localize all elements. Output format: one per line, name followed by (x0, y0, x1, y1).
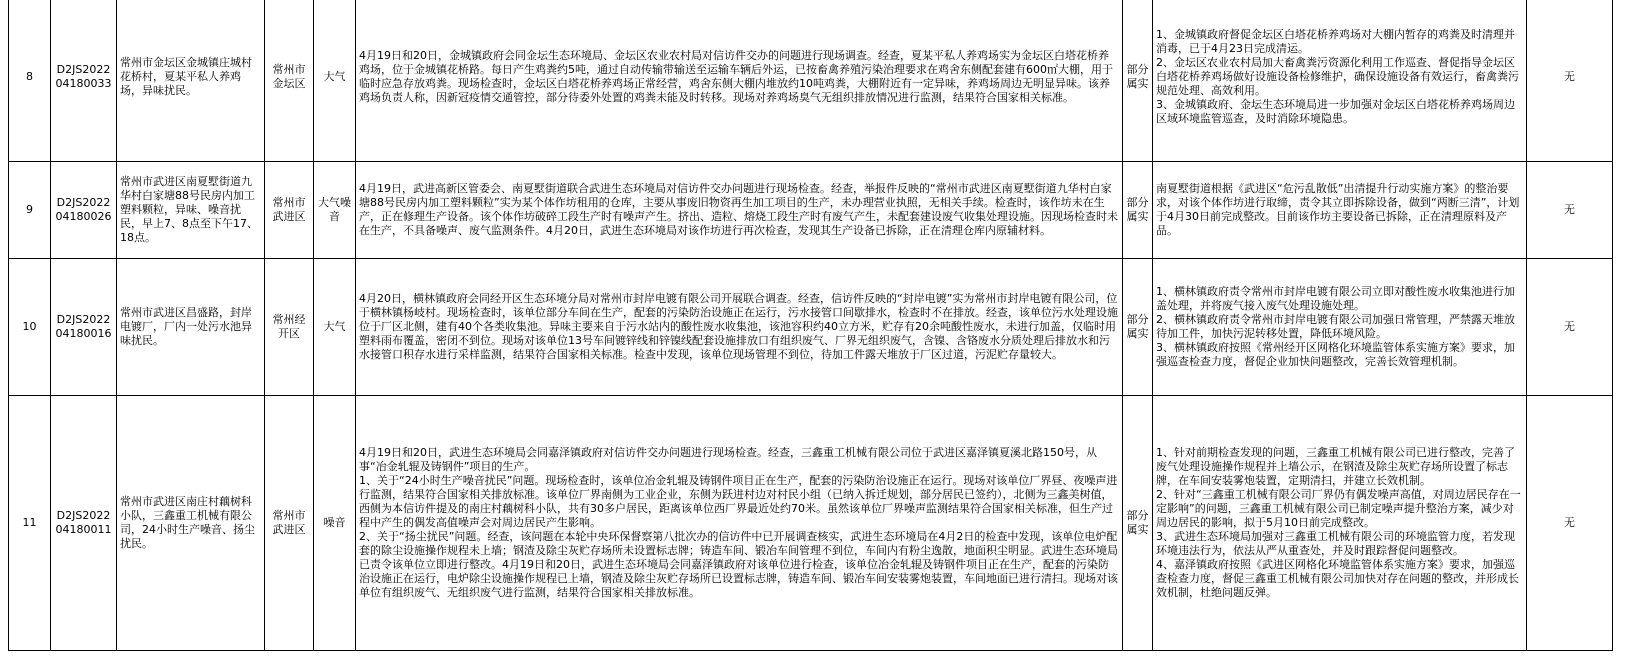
verification-status: 部分属实 (1123, 396, 1153, 651)
rectification-measures (1153, 396, 1527, 651)
complaint-location: 常州市武进区南夏墅街道九华村白家塘88号民房内加工塑料颗粒，异味、噪音扰民，早上7、8点至下午17、18点。 (117, 162, 265, 259)
table-row (9, 259, 1613, 396)
rectification-item: 4、嘉泽镇政府按照《武进区网格化环境监管体系实施方案》要求，加强巡查检查力度，督促三鑫重工机械有限公司加快对存在问题的整改，并形成长效机制，杜绝问题反弹。 (1156, 558, 1519, 599)
table-row (9, 0, 1613, 162)
rectification-measures (1153, 259, 1527, 396)
table-row (9, 162, 1613, 259)
rectification-item: 3、金城镇政府、金坛生态环境局进一步加强对金坛区白塔花桥养鸡场周边区域环境监管巡查，及时消除环境隐患。 (1156, 98, 1515, 125)
case-code: D2JS202204180026 (51, 162, 117, 259)
findings-paragraph: 4月19日和20日，武进生态环境局会同嘉泽镇政府对信访件交办问题进行现场检查。经查，三鑫重工机械有限公司位于武进区嘉泽镇夏溪北路150号，从事“冶金轧辊及铸钢件”项目的生产。 (359, 446, 1097, 473)
rectification-measures (1153, 162, 1527, 259)
table-row (9, 396, 1613, 651)
verification-status: 部分属实 (1123, 0, 1153, 162)
investigation-findings (356, 396, 1123, 651)
investigation-findings: 4月20日，横林镇政府会同经开区生态环境分局对常州市封岸电镀有限公司开展联合调查。经查，信访件反映的“封岸电镀”实为常州市封岸电镀有限公司，位于横林镇杨岐村。现场检查时，该单位部分车间在生产，配套的污染防治设施正在运行，污水接管口间歇排水，检查时不在排放。经查，该单位污水处理设施位于厂区北侧，建有40个各类收集池。异味主要来自于污水站内的酸性废水收集池，该池容积约40立方米，贮存有20余吨酸性废水，未进行加盖，仅临时用塑料雨布覆盖，密闭不到位。现场对该单位13号车间镀锌线和锌镍线配套设施排放口有组织废气、厂界无组织废气，含镍、含铬废水分质处理后排放水和污水接管口积存水进行采样监测，结果符合国家相关标准。检查中发现，该单位现场管理不到位，待加工件露天堆放于厂区过道，污泥贮存量较大。 (356, 259, 1123, 396)
rectification-item: 3、横林镇政府按照《常州经开区网格化环境监管体系实施方案》要求，加强巡查检查力度，督促企业加快问题整改，完善长效管理机制。 (1156, 341, 1515, 368)
verification-status: 部分属实 (1123, 162, 1153, 259)
pollution-type: 大气噪音 (314, 162, 356, 259)
accountability: 无 (1527, 396, 1613, 651)
rectification-measures (1153, 0, 1527, 162)
district: 常州市武进区 (265, 396, 314, 651)
findings-paragraph: 2、关于“扬尘扰民”问题。经查，该问题在本轮中央环保督察第八批次办的信访件中已开展调查核实，武进生态环境局在4月2日的检查中发现，该单位电炉配套的除尘设施操作规程未上墙；钢渣及除尘灰贮存场所未设置标志牌；铸造车间、锻冶车间管理不到位，车间内有粉尘逸散，地面积尘明显。武进生态环境局已责令该单位立即进行整改。4月19日和20日，武进生态环境局会同嘉泽镇政府对该单位进行检查，该单位冶金轧辊及铸钢件项目正在生产，配套的污染防治设施正在运行，电炉除尘设施操作规程已上墙，钢渣及除尘灰贮存场所已设置标志牌，铸造车间、锻冶车间安装雾炮装置，车间地面已进行清扫。现场对该单位有组织废气、无组织废气进行监测，结果符合国家相关排放标准。 (359, 530, 1118, 599)
row-number: 11 (9, 396, 51, 651)
rectification-item: 2、横林镇政府责令常州市封岸电镀有限公司加强日常管理，严禁露天堆放待加工件，加快污泥转移处置，降低环境风险。 (1156, 313, 1515, 340)
accountability: 无 (1527, 0, 1613, 162)
accountability: 无 (1527, 162, 1613, 259)
rectification-item: 1、针对前期检查发现的问题，三鑫重工机械有限公司已进行整改，完善了废气处理设施操作规程并上墙公示，在钢渣及除尘灰贮存场所设置了标志牌，在车间安装雾炮装置，定期清扫，并建立长效机制。 (1156, 446, 1515, 487)
investigation-findings: 4月19日和20日，金城镇政府会同金坛生态环境局、金坛区农业农村局对信访件交办的问题进行现场调查。经查，夏某平私人养鸡场实为金坛区白塔花桥养鸡场，位于金城镇花桥路。每日产生鸡粪约5吨，通过自动传输带输送至运输车辆后外运，已按畜禽养殖污染治理要求在鸡舍东侧配套建有600㎡大棚，用于临时应急存放鸡粪。现场检查时，金坛区白塔花桥养鸡场正常经营，鸡舍东侧大棚内堆放约10吨鸡粪，大棚附近有一定异味，养鸡场周边无明显异味。该养鸡场负责人称，因新冠疫情交通管控，部分待委外处置的鸡粪未能及时转移。现场对养鸡场臭气无组织排放情况进行监测，结果符合国家相关标准。 (356, 0, 1123, 162)
district: 常州经开区 (265, 259, 314, 396)
investigation-findings: 4月19日，武进高新区管委会、南夏墅街道联合武进生态环境局对信访件交办问题进行现场检查。经查，举报件反映的“常州市武进区南夏墅街道九华村白家塘88号民房内加工塑料颗粒”实为某个体作坊租用的仓库，主要从事废旧物资再生加工项目的生产，未办理营业执照，无相关手续。检查时，该作坊未在生产，正在修理生产设备。该个体作坊破碎工段生产时有噪声产生。挤出、造粒、熔烧工段生产时有废气产生，未配套建设废气收集处理设施。因现场检查时未在生产，不具备噪声、废气监测条件。4月20日，武进生态环境局对该作坊进行再次检查，发现其生产设备已拆除，正在清理仓库内原辅材料。 (356, 162, 1123, 259)
row-number: 9 (9, 162, 51, 259)
rectification-item: 南夏墅街道根据《武进区“危污乱散低”出清提升行动实施方案》的整治要求，对该个体作坊进行取缔，责令其立即拆除设备，做到“两断三清”，计划于4月30日前完成整改。目前该作坊主要设备已拆除，正在清理原料及产品。 (1156, 182, 1520, 237)
rectification-item: 3、武进生态环境局加强对三鑫重工机械有限公司的环境监管力度，若发现环境违法行为，依法从严从重查处，并及时跟踪督促问题整改。 (1156, 530, 1515, 557)
findings-paragraph: 1、关于“24小时生产噪音扰民”问题。现场检查时，该单位冶金轧辊及铸钢件项目正在生产，配套的污染防治设施正在运行。现场对该单位厂界昼、夜噪声进行监测，结果符合国家相关排放标准。该单位厂界南侧为工业企业，东侧为跃进村边对村民小组（已纳入拆迁规划，部分居民已签约），北侧为三鑫美树值，西侧为本信访件提及的南庄村藕树科小队，共有30多户居民，距离该单位西厂界最近处约70米。虽然该单位厂界噪声监测结果符合国家相关标准，但生产过程中产生的偶发高值噪声会对周边居民产生影响。 (359, 474, 1118, 529)
complaint-table (8, 0, 1613, 651)
case-code: D2JS202204180016 (51, 259, 117, 396)
row-number: 10 (9, 259, 51, 396)
pollution-type: 大气 (314, 0, 356, 162)
rectification-item: 1、横林镇政府责令常州市封岸电镀有限公司立即对酸性废水收集池进行加盖处理，并将废气接入废气处理设施处理。 (1156, 285, 1515, 312)
rectification-item: 1、金城镇政府督促金坛区白塔花桥养鸡场对大棚内暂存的鸡粪及时清理并消毒，已于4月23日完成清运。 (1156, 28, 1515, 55)
pollution-type: 噪音 (314, 396, 356, 651)
complaint-location: 常州市金坛区金城镇庄城村花桥村，夏某平私人养鸡场，异味扰民。 (117, 0, 265, 162)
pollution-type: 大气 (314, 259, 356, 396)
district: 常州市金坛区 (265, 0, 314, 162)
rectification-item: 2、金坛区农业农村局加大畜禽粪污资源化利用工作巡查、督促指导金坛区白塔花桥养鸡场做好设施设备检修维护，确保设施设备有效运行，畜禽粪污规范处理、高效利用。 (1156, 56, 1519, 97)
row-number: 8 (9, 0, 51, 162)
case-code: D2JS202204180033 (51, 0, 117, 162)
rectification-item: 2、针对“三鑫重工机械有限公司厂界仍有偶发噪声高值，对周边居民存在一定影响”的问题，三鑫重工机械有限公司已制定噪声提升整治方案，减少对周边居民的影响，拟于5月10日前完成整改。 (1156, 488, 1521, 529)
complaint-location: 常州市武进区南庄村藕树科小队，三鑫重工机械有限公司，24小时生产噪音、扬尘扰民。 (117, 396, 265, 651)
verification-status: 部分属实 (1123, 259, 1153, 396)
complaint-location: 常州市武进区昌盛路，封岸电镀厂，厂内一处污水池异味扰民。 (117, 259, 265, 396)
accountability: 无 (1527, 259, 1613, 396)
case-code: D2JS202204180011 (51, 396, 117, 651)
district: 常州市武进区 (265, 162, 314, 259)
